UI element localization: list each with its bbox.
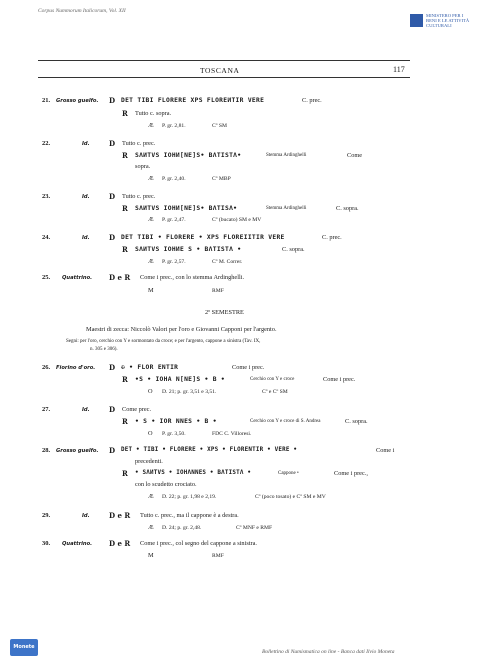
header-rule: [38, 77, 410, 78]
denomination: Id.: [82, 513, 90, 519]
denomination: Fiorino d'oro.: [56, 365, 96, 371]
obverse-reverse-mark: D e R: [109, 511, 131, 520]
weight: D. 21; p. gr. 3,51 e 3,51.: [162, 389, 217, 395]
ministry-logo-icon: [410, 14, 423, 27]
obverse-mark: D: [109, 363, 116, 372]
entry-number: 22.: [42, 140, 51, 147]
weight: D. 22; p. gr. 1,98 e 2,19.: [162, 494, 217, 500]
obverse-mark: D: [109, 405, 116, 414]
semester-heading: 2º SEMESTRE: [205, 309, 244, 316]
footer-credit: Bollettino di Numismatica on line - Banca dati Ilvio Moneta: [262, 649, 395, 655]
collection: Cº MBP: [212, 176, 231, 182]
obverse-reverse-mark: D e R: [109, 539, 131, 548]
section-title: TOSCANA: [200, 66, 240, 75]
denomination: Grosso guelfo.: [56, 98, 99, 104]
description: Tutto c. prec.: [122, 140, 156, 147]
description: Tutto c. sopra.: [135, 110, 172, 117]
reverse-mark: R: [122, 375, 128, 384]
entry-number: 29.: [42, 512, 51, 519]
weight: P. gr. 2,57.: [162, 259, 186, 265]
description: Come i prec.: [232, 364, 265, 371]
collection: FDC C. Villoresi.: [212, 431, 252, 437]
obverse-mark: D: [109, 192, 116, 201]
reverse-mark: R: [122, 469, 128, 478]
reverse-mark: R: [122, 151, 128, 160]
description: Cappone •: [278, 471, 299, 476]
marks-note: Segni: per l'oro, cerchio con Y e sormontato da croce; e per l'argento, cappone a sinistra (Tav. IX,: [66, 339, 261, 344]
metal: Æ: [148, 258, 154, 265]
top-rule: [38, 60, 410, 61]
denomination: Id.: [82, 235, 90, 241]
collection: Cº (bucato) SM e MV: [212, 217, 262, 223]
monete-logo: Monete: [10, 639, 38, 656]
obverse-mark: D: [109, 446, 116, 455]
reverse-mark: R: [122, 109, 128, 118]
marks-note-cont: n. 305 e 306).: [90, 347, 118, 352]
obverse-mark: D: [109, 233, 116, 242]
description: sopra.: [135, 163, 151, 170]
description: precedenti.: [135, 458, 163, 465]
weight: P. gr. 2,81.: [162, 123, 186, 129]
description: con lo scudetto crociato.: [135, 481, 197, 488]
entry-number: 23.: [42, 193, 51, 200]
obverse-mark: D: [109, 96, 116, 105]
description: Come i prec., con lo stemma Ardinghelli.: [140, 274, 245, 281]
metal: O: [148, 430, 153, 437]
description: C. sopra.: [345, 418, 368, 425]
denomination: Quattrino.: [62, 275, 93, 281]
description: Tutto c. prec.: [122, 193, 156, 200]
collection: Cº SM: [212, 123, 227, 129]
page-number: 117: [393, 65, 405, 74]
description: C. prec.: [302, 97, 322, 104]
legend: DET TIBI • FLORERE • XPS FLOREIITIR VERE: [121, 234, 285, 241]
entry-number: 26.: [42, 364, 51, 371]
description: Cerchio con Y e croce: [250, 377, 295, 382]
denomination: Id.: [82, 407, 90, 413]
legend: SΛИTVS IOHИ[NE]S• BΛTISΛ•: [135, 205, 238, 212]
legend: DET TIBI FLORERE XPS FLOREИTIR VERE: [121, 97, 265, 104]
ministry-name: MINISTERO PER I BENI E LE ATTIVITÀ CULTURALI: [426, 13, 470, 29]
collection: Cº e Cº SM: [262, 389, 288, 395]
metal: O: [148, 388, 153, 395]
metal: Æ: [148, 122, 154, 129]
legend: • S • IOR NNES • B •: [135, 418, 217, 425]
metal: Æ: [148, 493, 154, 500]
obverse-reverse-mark: D e R: [109, 273, 131, 282]
legend: SΛИTVS IOHИ[NE]S• BΛTISTΛ•: [135, 152, 242, 159]
collection: RMF: [212, 553, 224, 559]
entry-number: 27.: [42, 406, 51, 413]
description: Come i prec.: [323, 376, 356, 383]
reverse-mark: R: [122, 417, 128, 426]
legend: • SΛИTVS • IOHΛNNES • BΛTISTΛ •: [135, 470, 252, 476]
description: Cerchio con Y e croce di S. Andrea: [250, 419, 321, 424]
description: Come i prec.,: [334, 470, 368, 477]
description: C. prec.: [322, 234, 342, 241]
description: Stemma Ardinghelli: [266, 153, 307, 158]
description: Come i: [376, 447, 395, 454]
weight: P. gr. 2,47.: [162, 217, 186, 223]
metal: Æ: [148, 216, 154, 223]
description: C. sopra.: [282, 246, 305, 253]
reverse-mark: R: [122, 245, 128, 254]
collection: Cº (poco tosato) e Cº SM e MV: [255, 494, 326, 500]
legend: ✠ • FLOR ENTIR: [121, 364, 179, 371]
entry-number: 30.: [42, 540, 51, 547]
denomination: Id.: [82, 141, 90, 147]
denomination: Quattrino.: [62, 541, 93, 547]
weight: D. 24; p. gr. 2,48.: [162, 525, 202, 531]
reverse-mark: R: [122, 204, 128, 213]
description: Come i prec., col segno del cappone a sinistra.: [140, 540, 257, 547]
metal: Æ: [148, 524, 154, 531]
description: Come: [347, 152, 363, 159]
legend: SΛИTVS IOHИE S • BΛTISTΛ •: [135, 246, 242, 253]
collection: Cº MNF e RMF: [236, 525, 273, 531]
weight: P. gr. 3,50.: [162, 431, 186, 437]
metal: M: [148, 287, 154, 294]
weight: P. gr. 2,40.: [162, 176, 186, 182]
entry-number: 25.: [42, 274, 51, 281]
description: Come prec.: [122, 406, 152, 413]
entry-number: 21.: [42, 97, 51, 104]
collection: RMF: [212, 288, 224, 294]
corpus-title: Corpus Nummorum Italicorum, Vol. XII: [38, 8, 126, 14]
description: Stemma Ardinghelli: [266, 206, 307, 211]
legend: •S • IOHA N[NE]S • B •: [135, 376, 226, 383]
metal: Æ: [148, 175, 154, 182]
mint-masters: Maestri di zecca: Niccolò Valori per l'oro e Giovanni Capponi per l'argento.: [86, 326, 277, 333]
collection: Cº M. Correr.: [212, 259, 243, 265]
description: Tutto c. prec., ma il cappone è a destra.: [140, 512, 239, 519]
obverse-mark: D: [109, 139, 116, 148]
entry-number: 24.: [42, 234, 51, 241]
description: C. sopra.: [336, 205, 359, 212]
metal: M: [148, 552, 154, 559]
denomination: Id.: [82, 194, 90, 200]
legend: DET • TIBI • FLORERE • XPS • FLORENTIR • VERE •: [121, 447, 298, 453]
denomination: Grosso guelfo.: [56, 448, 99, 454]
entry-number: 28.: [42, 447, 51, 454]
